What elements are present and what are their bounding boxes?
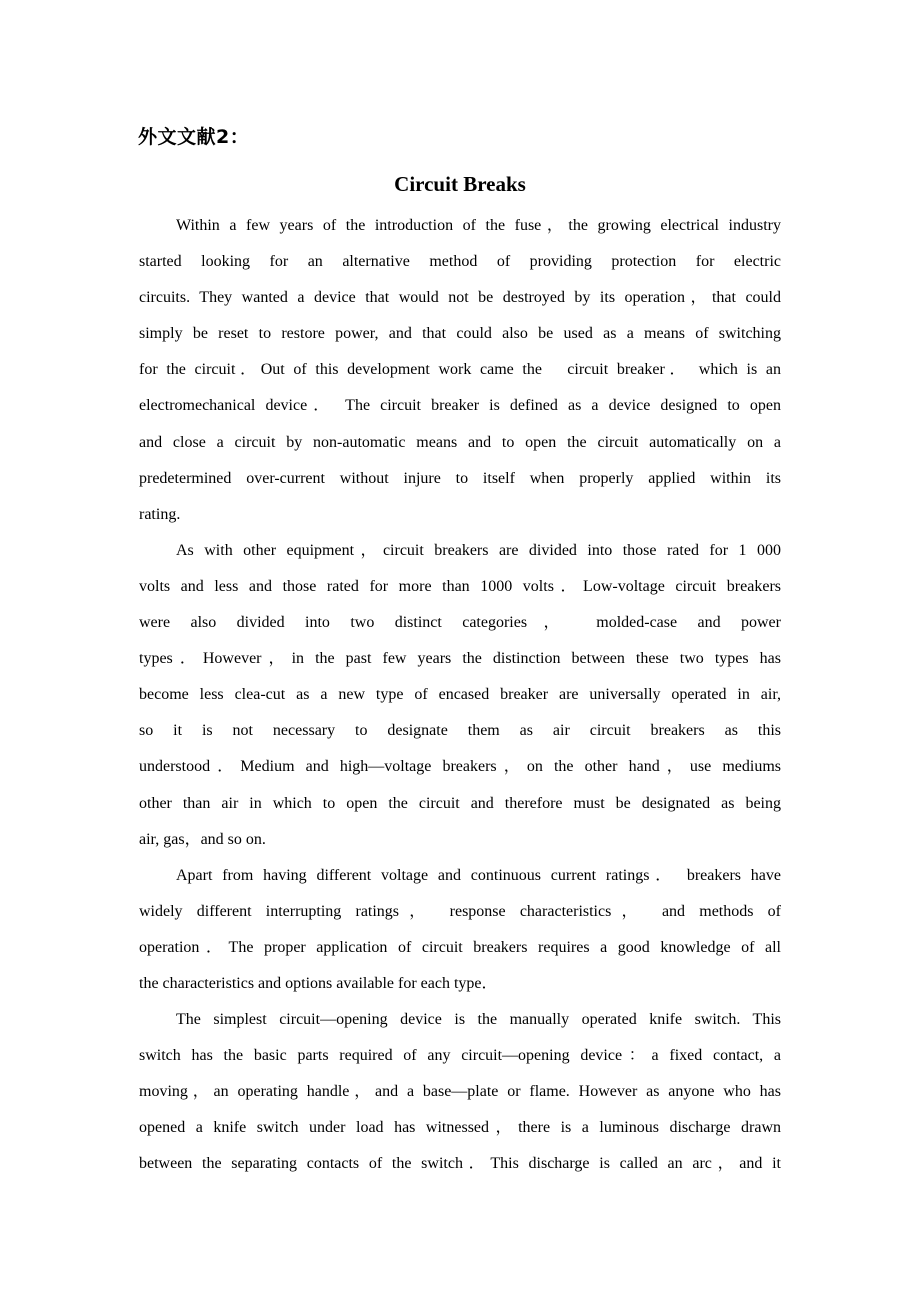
text-line: circuits. They wanted a device that would not be destroyed by its operation，that could: [139, 289, 781, 307]
text-line: predetermined over-current without injure to itself when properly applied within its: [139, 469, 781, 487]
text-line: electromechanical device． The circuit breaker is defined as a device designed to open: [139, 397, 781, 415]
text-line: the characteristics and options available for each type．: [139, 974, 498, 992]
text-line: simply be reset to restore power, and that could also be used as a means of switching: [139, 325, 781, 343]
paragraph: [139, 1002, 781, 1182]
paragraph: [139, 533, 781, 858]
paragraph: [139, 208, 781, 533]
text-line: understood．Medium and high—voltage breakers，on the other hand，use mediums: [139, 758, 781, 776]
text-line: moving，an operating handle，and a base—plate or flame. However as anyone who has: [139, 1083, 782, 1101]
paragraph: [139, 858, 781, 1002]
text-line: air, gas，and so on.: [139, 830, 266, 848]
text-line: opened a knife switch under load has witnessed，there is a luminous discharge drawn: [139, 1119, 781, 1137]
text-line: types．However，in the past few years the distinction between these two types has: [139, 650, 781, 668]
document-title: Circuit Breaks: [394, 172, 526, 196]
text-line: other than air in which to open the circuit and therefore must be designated as being: [139, 794, 781, 812]
text-line: rating.: [139, 505, 181, 523]
text-line: and close a circuit by non-automatic means and to open the circuit automatically on a: [139, 433, 781, 451]
text-line: volts and less and those rated for more than 1000 volts．Low-voltage circuit breakers: [139, 577, 781, 595]
text-line: The simplest circuit—opening device is the manually operated knife switch. This: [176, 1011, 781, 1029]
section-heading: 外文文献2：: [138, 126, 250, 148]
text-line: for the circuit．Out of this development work came the circuit breaker． which is an: [139, 361, 781, 379]
text-line: between the separating contacts of the switch．This discharge is called an arc，and it: [139, 1155, 781, 1173]
document-body: [139, 208, 781, 1183]
text-line: operation．The proper application of circuit breakers requires a good knowledge of all: [139, 938, 781, 956]
text-line: were also divided into two distinct categories， molded-case and power: [139, 614, 781, 632]
text-line: become less clea-cut as a new type of encased breaker are universally operated in air,: [139, 686, 781, 704]
text-line: started looking for an alternative method of providing protection for electric: [139, 253, 781, 271]
text-line: switch has the basic parts required of any circuit—opening device：a fixed contact, a: [139, 1047, 781, 1065]
text-line: Within a few years of the introduction of the fuse，the growing electrical industry: [176, 217, 781, 234]
text-line: As with other equipment，circuit breakers are divided into those rated for 1 000: [176, 541, 781, 559]
text-line: widely different interrupting ratings， response characteristics， and methods of: [139, 902, 781, 920]
text-line: so it is not necessary to designate them as air circuit breakers as this: [139, 722, 781, 740]
text-line: Apart from having different voltage and continuous current ratings． breakers have: [176, 866, 781, 884]
